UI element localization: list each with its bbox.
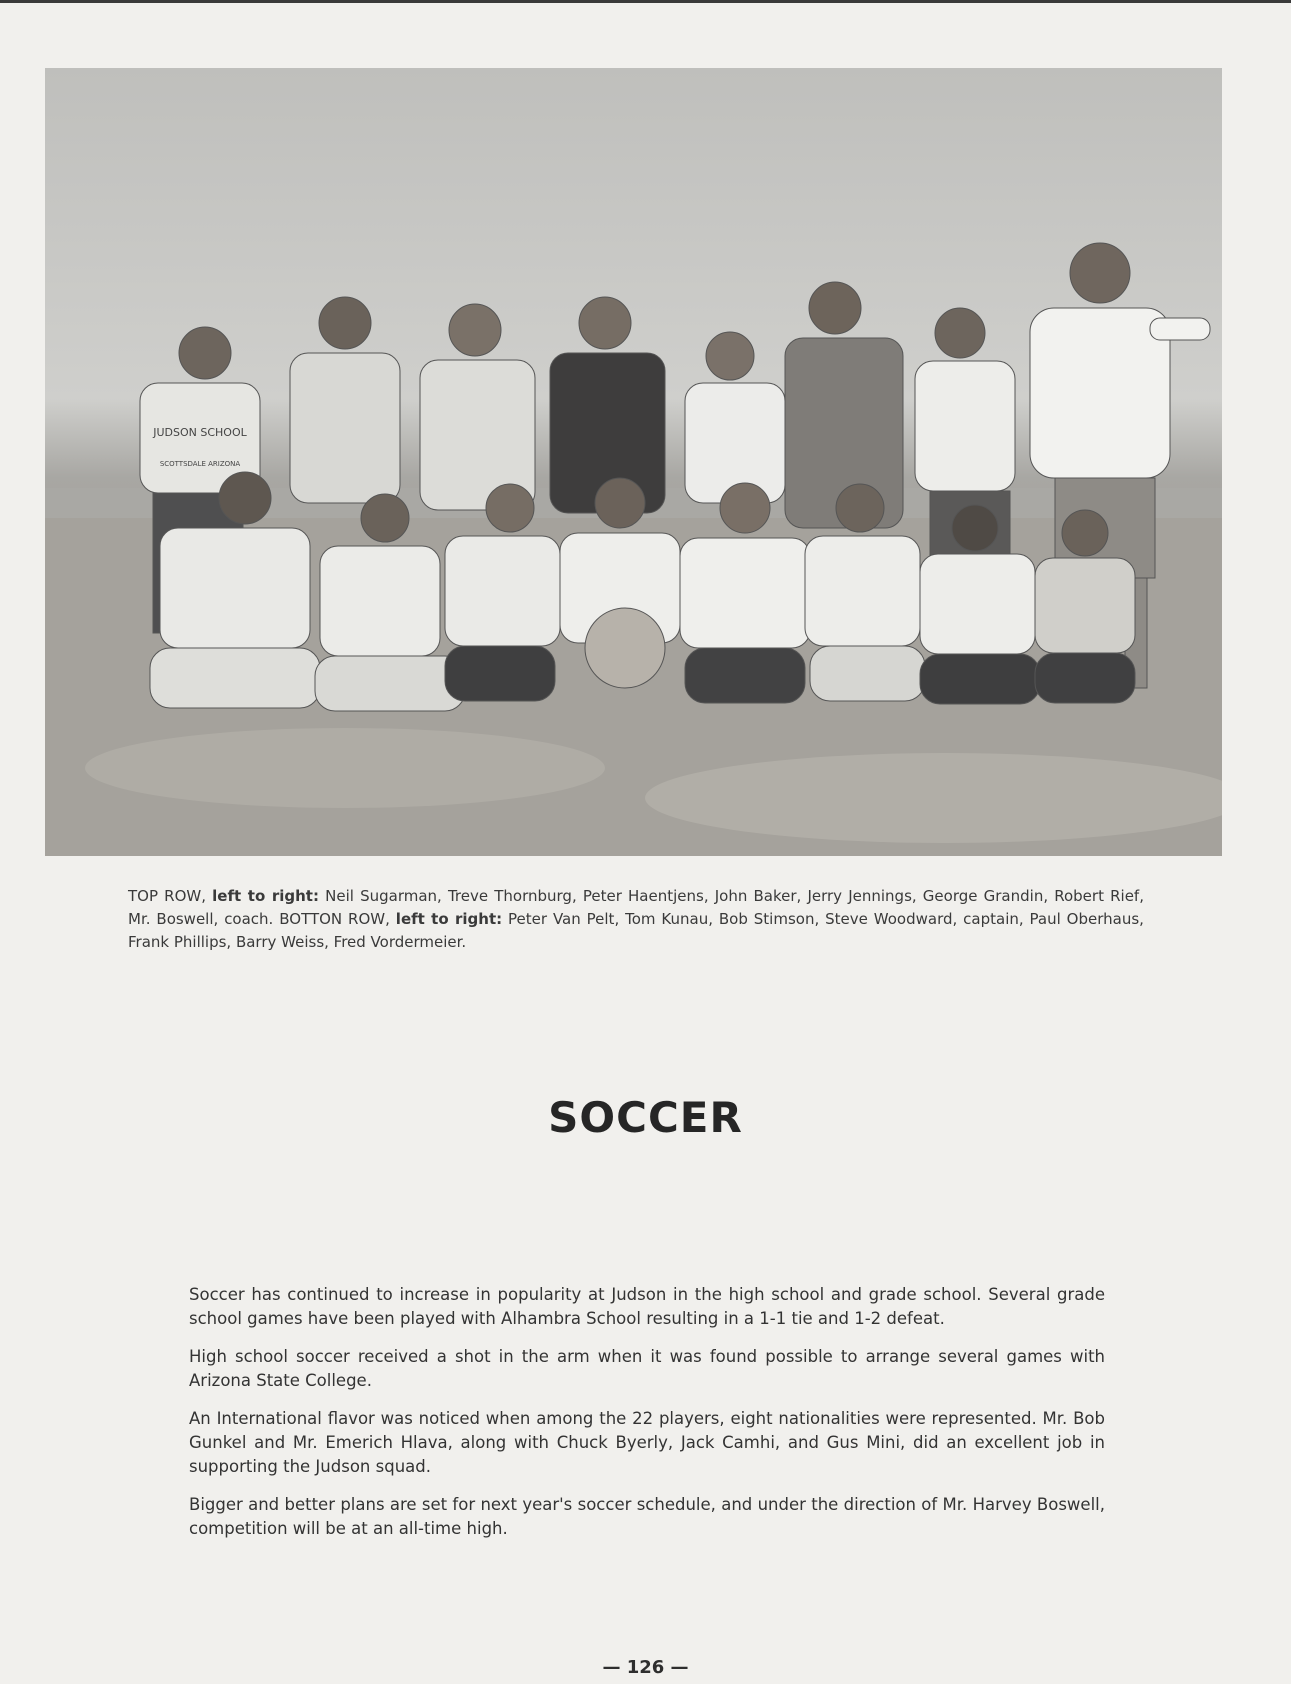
paragraph: Soccer has continued to increase in popularity at Judson in the high school and grade school. Several grade school games have been played with Alhambra School resulting in a 1-1 tie and 1-2 defeat. [189,1285,1105,1328]
caption-bottom-row-lead: left to right: [395,910,503,928]
shirt-text-location: SCOTTSDALE ARIZONA [159,460,241,468]
caption-bottom-row-prefix: BOTTON ROW, [279,910,390,928]
paragraph: An International flavor was noticed when among the 22 players, eight nationalities were represented. Mr. Bob Gunkel and Mr. Emerich Hlava, along with Chuck Byerly, Jack Camhi, and Gus Mini, did an excellent job in supporting the Judson squad. [189,1409,1105,1476]
team-photo [45,68,1222,856]
shirt-text-school: JUDSON SCHOOL [153,426,247,439]
page-number: — 126 — [602,1657,689,1678]
top-border [0,0,1291,3]
soccer-ball [585,608,665,688]
page-heading: SOCCER [548,1093,743,1142]
caption-top-row-names: Neil Sugarman, Treve Thornburg, Peter Haentjens, John Baker, Jerry Jennings, George Grandin, Robert Rief, Mr. Boswell, coach. [128,887,1144,928]
paragraph: Bigger and better plans are set for next year's soccer schedule, and under the direction of Mr. Harvey Boswell, competition will be at an all-time high. [189,1495,1105,1538]
caption-top-row-lead: left to right: [212,887,319,905]
article-body [189,1283,1105,1555]
caption-top-row-prefix: TOP ROW, [128,887,206,905]
caption-bottom-row-names: Peter Van Pelt, Tom Kunau, Bob Stimson, Steve Woodward, captain, Paul Oberhaus, Frank Phillips, Barry Weiss, Fred Vordermeier. [128,910,1144,951]
photo-caption [128,885,1144,954]
paragraph: High school soccer received a shot in the arm when it was found possible to arrange several games with Arizona State College. [189,1347,1105,1390]
team-photo-illustration [45,68,1222,856]
